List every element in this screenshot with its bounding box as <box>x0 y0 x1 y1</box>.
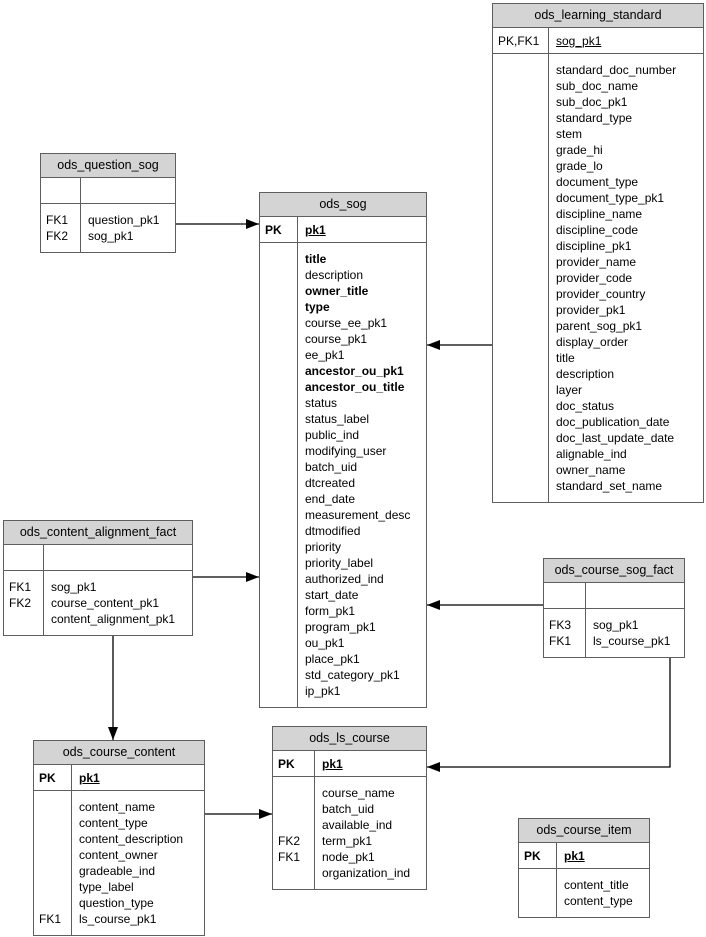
field-name: doc_last_update_date <box>556 431 675 445</box>
field-name: organization_ind <box>322 866 411 880</box>
field-key-label <box>498 286 548 302</box>
field-key-label <box>265 683 297 699</box>
primary-key-row <box>34 765 204 791</box>
field-key-label <box>265 507 297 523</box>
key-label: PK <box>34 765 72 790</box>
field-name: grade_hi <box>556 143 603 157</box>
field-name: start_date <box>305 588 359 602</box>
connector-course_sog_fact-to-ls_course <box>427 656 670 767</box>
key-label: PK <box>260 217 298 242</box>
table-title: ods_course_item <box>519 819 649 843</box>
key-label: PK,FK1 <box>493 28 549 53</box>
table-title: ods_course_sog_fact <box>544 559 684 583</box>
field-key-label <box>265 555 297 571</box>
field-name: sog_pk1 <box>51 580 97 594</box>
fk-label-column <box>273 777 315 889</box>
field-key-label <box>498 350 548 366</box>
primary-key-row <box>260 217 426 243</box>
field-key-label <box>498 190 548 206</box>
field-key-label <box>498 254 548 270</box>
field-name: ip_pk1 <box>305 684 341 698</box>
field-name: stem <box>556 127 583 141</box>
field-key-label <box>265 379 297 395</box>
key-label <box>544 583 586 608</box>
field-name: dtcreated <box>305 476 356 490</box>
field-key-label <box>39 847 71 863</box>
fk-label-column <box>493 54 549 502</box>
field-name: status <box>305 396 338 410</box>
field-key-label: FK1 <box>39 912 62 926</box>
field-name: batch_uid <box>322 802 375 816</box>
field-name: ls_course_pk1 <box>593 634 671 648</box>
field-name: course_name <box>322 786 395 800</box>
field-key-label <box>265 635 297 651</box>
field-name: authorized_ind <box>305 572 384 586</box>
field-name: modifying_user <box>305 444 387 458</box>
field-name: description <box>305 268 364 282</box>
field-name-column <box>298 243 426 707</box>
field-name: provider_code <box>556 271 633 285</box>
field-key-label <box>524 877 556 893</box>
field-key-label: FK1 <box>278 850 301 864</box>
field-key-label: FK1 <box>549 634 572 648</box>
field-name: ancestor_ou_pk1 <box>305 364 404 378</box>
field-key-label <box>498 430 548 446</box>
field-key-label <box>498 382 548 398</box>
field-key-label: FK1 <box>46 213 69 227</box>
field-key-label <box>265 347 297 363</box>
table-ods_question_sog[interactable] <box>40 153 176 253</box>
field-name: standard_doc_number <box>556 63 677 77</box>
field-name: question_type <box>79 896 154 910</box>
field-name: doc_publication_date <box>556 415 670 429</box>
table-ods_course_sog_fact[interactable] <box>543 558 685 658</box>
fields-section <box>519 869 649 917</box>
fk-label-column <box>34 791 72 935</box>
field-name-column <box>315 777 426 889</box>
field-name: sog_pk1 <box>88 229 134 243</box>
fk-label-column <box>260 243 298 707</box>
field-name: layer <box>556 383 583 397</box>
field-name: ee_pk1 <box>305 348 345 362</box>
field-key-label <box>498 462 548 478</box>
field-key-label <box>498 366 548 382</box>
field-key-label <box>265 491 297 507</box>
field-name: priority_label <box>305 556 374 570</box>
field-key-label <box>265 651 297 667</box>
field-name: course_pk1 <box>305 332 368 346</box>
key-label: PK <box>273 751 315 776</box>
field-name: end_date <box>305 492 356 506</box>
field-name: type_label <box>79 880 134 894</box>
table-title: ods_question_sog <box>41 154 175 178</box>
field-key-label <box>39 895 71 911</box>
field-key-label <box>278 785 314 801</box>
field-name: measurement_desc <box>305 508 411 522</box>
fields-section <box>260 243 426 707</box>
field-key-label <box>278 865 314 881</box>
field-key-label <box>265 331 297 347</box>
field-name: parent_sog_pk1 <box>556 319 643 333</box>
field-key-label <box>278 817 314 833</box>
field-name: content_name <box>79 800 156 814</box>
table-title: ods_ls_course <box>273 727 426 751</box>
field-key-label <box>265 427 297 443</box>
field-key-label <box>498 174 548 190</box>
primary-key-row <box>493 28 703 54</box>
primary-key-row <box>519 843 649 869</box>
field-key-label <box>265 251 297 267</box>
field-key-label <box>265 571 297 587</box>
field-key-label <box>498 110 548 126</box>
field-name: public_ind <box>305 428 360 442</box>
table-ods_learning_standard[interactable] <box>492 3 704 503</box>
field-name: gradeable_ind <box>79 864 156 878</box>
field-name: content_title <box>564 878 629 892</box>
field-name-column <box>81 204 175 252</box>
field-key-label <box>498 318 548 334</box>
field-name-column <box>72 791 204 935</box>
field-name: ou_pk1 <box>305 636 345 650</box>
field-key-label <box>39 879 71 895</box>
primary-key-row <box>4 545 192 571</box>
field-key-label <box>498 62 548 78</box>
field-key-label <box>265 459 297 475</box>
fields-section <box>34 791 204 935</box>
field-name: discipline_name <box>556 207 643 221</box>
table-ods_content_alignment_fact[interactable] <box>3 520 193 636</box>
field-key-label <box>498 302 548 318</box>
field-name-column <box>557 869 649 917</box>
field-name: form_pk1 <box>305 604 356 618</box>
key-field: pk1 <box>79 770 100 785</box>
field-name: discipline_code <box>556 223 639 237</box>
field-name: provider_country <box>556 287 646 301</box>
key-label <box>4 545 44 570</box>
field-name: alignable_ind <box>556 447 627 461</box>
field-key-label <box>265 267 297 283</box>
key-label: PK <box>519 843 557 868</box>
fields-section <box>493 54 703 502</box>
table-title: ods_course_content <box>34 741 204 765</box>
field-key-label <box>498 270 548 286</box>
field-name: node_pk1 <box>322 850 375 864</box>
field-key-label <box>265 603 297 619</box>
field-key-label <box>498 206 548 222</box>
field-key-label: FK2 <box>9 596 32 610</box>
field-name: question_pk1 <box>88 213 160 227</box>
table-title: ods_content_alignment_fact <box>4 521 192 545</box>
field-name: program_pk1 <box>305 620 376 634</box>
field-name: standard_type <box>556 111 633 125</box>
field-key-label <box>265 395 297 411</box>
field-key-label <box>265 523 297 539</box>
field-key-label: FK3 <box>549 618 572 632</box>
field-key-label <box>498 126 548 142</box>
field-name: batch_uid <box>305 460 358 474</box>
field-name: dtmodified <box>305 524 361 538</box>
fields-section <box>41 204 175 252</box>
fields-section <box>544 609 684 657</box>
field-key-label <box>498 414 548 430</box>
field-name: ancestor_ou_title <box>305 380 405 394</box>
field-name: doc_status <box>556 399 615 413</box>
key-field: pk1 <box>305 222 326 237</box>
field-key-label <box>265 299 297 315</box>
table-ods_course_item[interactable] <box>518 818 650 918</box>
field-key-label <box>265 315 297 331</box>
key-field: sog_pk1 <box>556 33 602 48</box>
field-name: description <box>556 367 615 381</box>
table-ods_sog[interactable] <box>259 192 427 708</box>
field-key-label: FK2 <box>278 834 301 848</box>
field-key-label <box>39 831 71 847</box>
field-name: title <box>305 252 327 266</box>
fields-section <box>273 777 426 889</box>
field-key-label <box>9 611 43 627</box>
field-name: content_description <box>79 832 184 846</box>
table-title: ods_sog <box>260 193 426 217</box>
primary-key-row <box>544 583 684 609</box>
field-name: status_label <box>305 412 370 426</box>
field-name-column <box>549 54 703 502</box>
field-key-label <box>265 283 297 299</box>
field-name: sub_doc_name <box>556 79 639 93</box>
field-key-label <box>265 667 297 683</box>
field-name: priority <box>305 540 342 554</box>
field-name: place_pk1 <box>305 652 360 666</box>
fields-section <box>4 571 192 635</box>
field-key-label <box>498 94 548 110</box>
field-name: ls_course_pk1 <box>79 912 157 926</box>
field-key-label <box>265 539 297 555</box>
field-name: document_type <box>556 175 639 189</box>
field-key-label <box>265 587 297 603</box>
field-key-label <box>265 411 297 427</box>
field-key-label <box>498 142 548 158</box>
field-name: display_order <box>556 335 629 349</box>
field-name: sog_pk1 <box>593 618 639 632</box>
field-key-label <box>265 475 297 491</box>
field-key-label: FK2 <box>46 229 69 243</box>
fk-label-column <box>4 571 44 635</box>
fk-label-column <box>519 869 557 917</box>
field-key-label <box>265 363 297 379</box>
table-ods_course_content[interactable] <box>33 740 205 936</box>
field-key-label <box>498 446 548 462</box>
field-name: course_ee_pk1 <box>305 316 388 330</box>
field-name: discipline_pk1 <box>556 239 632 253</box>
field-key-label <box>498 398 548 414</box>
field-key-label <box>265 443 297 459</box>
field-key-label <box>278 801 314 817</box>
fk-label-column <box>41 204 81 252</box>
field-key-label <box>524 893 556 909</box>
field-name: owner_name <box>556 463 626 477</box>
field-name-column <box>44 571 192 635</box>
field-key-label <box>39 815 71 831</box>
table-ods_ls_course[interactable] <box>272 726 427 890</box>
primary-key-row <box>273 751 426 777</box>
field-key-label <box>498 238 548 254</box>
key-field: pk1 <box>322 756 343 771</box>
field-key-label <box>498 334 548 350</box>
field-key-label <box>39 799 71 815</box>
field-key-label <box>498 78 548 94</box>
table-title: ods_learning_standard <box>493 4 703 28</box>
key-label <box>41 178 81 203</box>
field-name: std_category_pk1 <box>305 668 400 682</box>
field-name: content_alignment_pk1 <box>51 612 176 626</box>
field-name: course_content_pk1 <box>51 596 160 610</box>
field-name: document_type_pk1 <box>556 191 665 205</box>
primary-key-row <box>41 178 175 204</box>
fk-label-column <box>544 609 586 657</box>
field-key-label <box>498 158 548 174</box>
field-name: type <box>305 300 330 314</box>
field-name: grade_lo <box>556 159 603 173</box>
field-name: title <box>556 351 575 365</box>
field-name: provider_pk1 <box>556 303 626 317</box>
field-key-label <box>498 222 548 238</box>
field-key-label: FK1 <box>9 580 32 594</box>
field-name: provider_name <box>556 255 637 269</box>
field-name: owner_title <box>305 284 369 298</box>
field-key-label <box>39 863 71 879</box>
key-field: pk1 <box>564 848 585 863</box>
field-name: content_owner <box>79 848 158 862</box>
field-name-column <box>586 609 684 657</box>
field-name: content_type <box>79 816 148 830</box>
field-key-label <box>265 619 297 635</box>
field-name: content_type <box>564 894 633 908</box>
field-key-label <box>498 478 548 494</box>
field-name: standard_set_name <box>556 479 663 493</box>
field-name: term_pk1 <box>322 834 373 848</box>
field-name: available_ind <box>322 818 393 832</box>
field-name: sub_doc_pk1 <box>556 95 628 109</box>
